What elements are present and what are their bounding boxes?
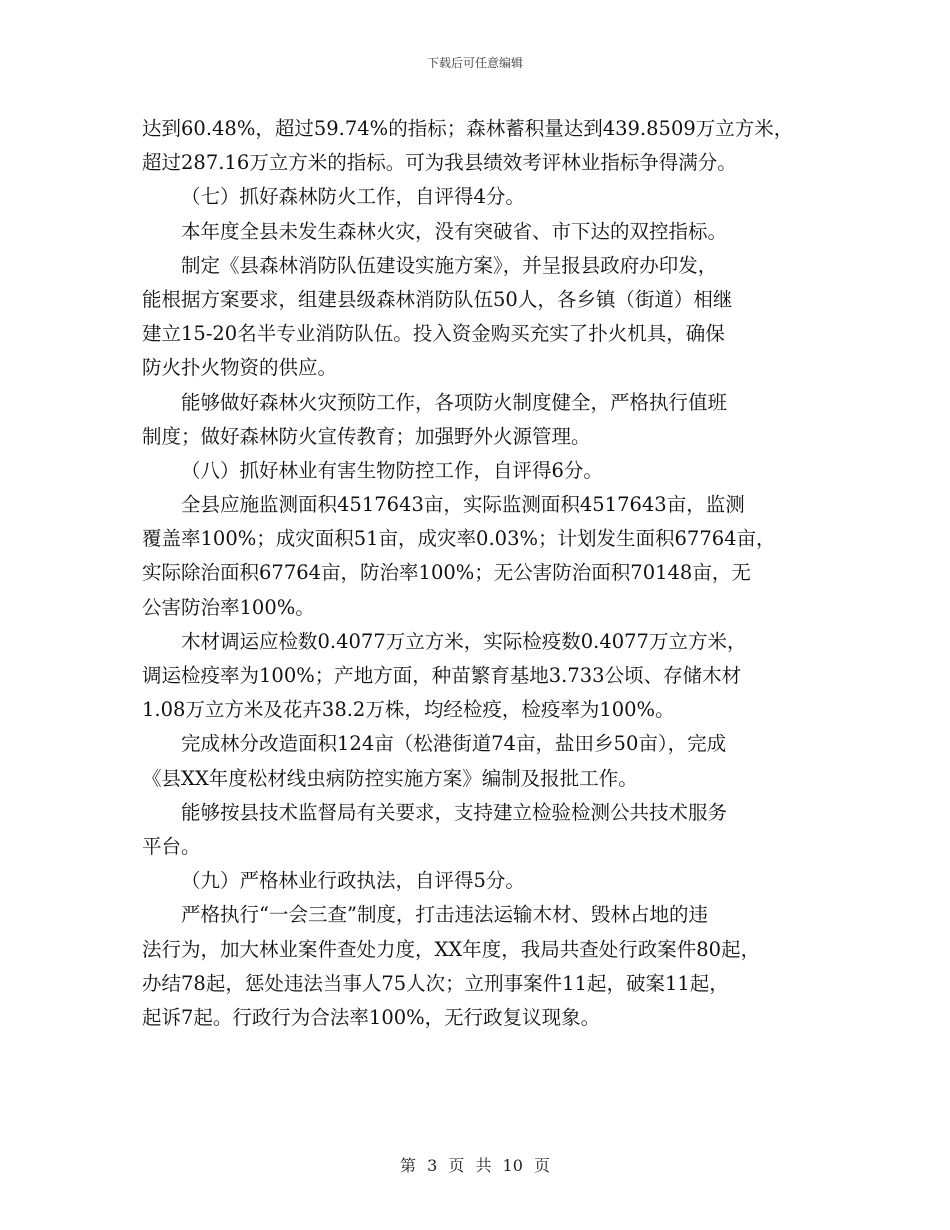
body-line: 起诉7起。行政行为合法率100%，无行政复议现象。 — [142, 1005, 601, 1029]
body-line: 完成林分改造面积124亩（松港街道74亩，盐田乡50亩），完成 — [181, 732, 727, 756]
body-line: 能根据方案要求，组建县级森林消防队伍50人，各乡镇（街道）相继 — [142, 287, 733, 311]
body-line: 本年度全县未发生森林火灾，没有突破省、市下达的双控指标。 — [181, 219, 728, 243]
body-line: 建立15-20名半专业消防队伍。投入资金购买充实了扑火机具，确保 — [142, 322, 725, 346]
section-heading-8: （八）抓好林业有害生物防控工作，自评得6分。 — [181, 458, 603, 482]
body-line: 《县XX年度松材线虫病防控实施方案》编制及报批工作。 — [142, 766, 638, 790]
body-line: 超过287.16万立方米的指标。可为我县绩效考评林业指标争得满分。 — [142, 151, 737, 175]
body-line: 办结78起，惩处违法当事人75人次；立刑事案件11起，破案11起， — [142, 971, 729, 995]
body-line: 达到60.48%，超过59.74%的指标；森林蓄积量达到439.8509万立方米， — [142, 117, 794, 140]
body-line: 调运检疫率为100%；产地方面，种苗繁育基地3.733公顷、存储木材 — [142, 664, 742, 687]
body-line: 木材调运应检数0.4077万立方米，实际检疫数0.4077万立方米， — [181, 629, 747, 653]
body-line: 严格执行“一会三查”制度，打击违法运输木材、毁林占地的违 — [181, 903, 708, 927]
body-line: 覆盖率100%；成灾面积51亩，成灾率0.03%；计划发生面积67764亩， — [142, 527, 776, 551]
body-line: 实际除治面积67764亩，防治率100%；无公害防治面积70148亩，无 — [142, 561, 751, 585]
body-line: 防火扑火物资的供应。 — [142, 356, 338, 380]
section-heading-7: （七）抓好森林防火工作，自评得4分。 — [181, 185, 525, 209]
body-line: 平台。 — [142, 834, 201, 858]
body-line: 能够按县技术监督局有关要求，支持建立检验检测公共技术服务 — [181, 800, 728, 824]
body-line: 1.08万立方米及花卉38.2万株，均经检疫，检疫率为100%。 — [142, 698, 675, 722]
body-line: 制度；做好森林防火宣传教育；加强野外火源管理。 — [142, 424, 591, 448]
document-body — [142, 112, 822, 1035]
body-line: 制定《县森林消防队伍建设实施方案》，并呈报县政府办印发， — [181, 253, 718, 277]
body-line: 公害防治率100%。 — [142, 595, 315, 619]
body-line: 全县应施监测面积4517643亩，实际监测面积4517643亩，监测 — [181, 493, 745, 517]
body-line: 能够做好森林火灾预防工作，各项防火制度健全，严格执行值班 — [181, 390, 728, 414]
section-heading-9: （九）严格林业行政执法，自评得5分。 — [181, 869, 525, 893]
page-footer-number: 第 3 页 共 10 页 — [400, 1156, 550, 1175]
body-line: 法行为，加大林业案件查处力度，XX年度，我局共查处行政案件80起， — [142, 937, 761, 961]
page-header-note: 下载后可任意编辑 — [426, 56, 523, 70]
